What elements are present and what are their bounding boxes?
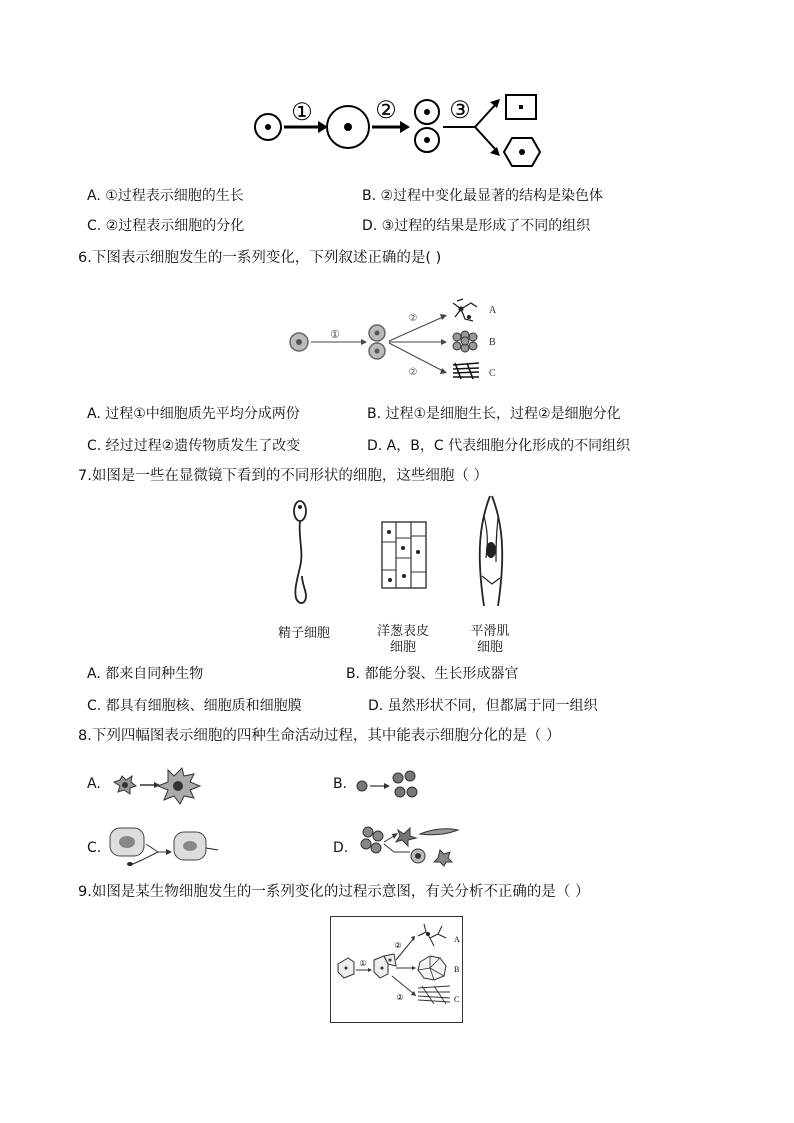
q5-square-cell bbox=[506, 95, 536, 119]
q9-label-c: C bbox=[454, 995, 460, 1004]
q8-stem: 8.下列四幅图表示细胞的四种生命活动过程，其中能表示细胞分化的是（ ） bbox=[78, 728, 561, 744]
q7-onion-epidermis-cells bbox=[382, 522, 426, 588]
q7-stem: 7.如图是一些在显微镜下看到的不同形状的细胞，这些细胞（ ） bbox=[78, 468, 488, 484]
q7-option-c[interactable]: C. 都具有细胞核、细胞质和细胞膜 bbox=[87, 698, 302, 714]
q5-option-b[interactable]: B. ②过程中变化最显著的结构是染色体 bbox=[362, 188, 604, 204]
q6-label-c: C bbox=[489, 368, 496, 379]
q7-sperm-cell bbox=[294, 501, 306, 603]
q8-a-arrow bbox=[140, 782, 160, 788]
q5-hexagon-cell bbox=[504, 138, 540, 166]
q8-d-cell-cluster bbox=[361, 827, 383, 853]
q9-cell-process-figure bbox=[330, 916, 463, 1023]
q6-fiber-tissue bbox=[453, 363, 479, 379]
q6-stem: 6.下图表示细胞发生的一系列变化，下列叙述正确的是( ) bbox=[78, 250, 442, 266]
q6-arrows-2 bbox=[389, 314, 447, 374]
q8-b-single-cell bbox=[357, 781, 367, 791]
q9-process-2-mark-bottom: ② bbox=[396, 993, 404, 1002]
q5-process-1-mark: ① bbox=[291, 100, 313, 126]
q8-label-b[interactable]: B. bbox=[333, 776, 348, 792]
q7-caption-onion-line1: 洋葱表皮 bbox=[376, 624, 429, 639]
q7-option-a[interactable]: A. 都来自同种生物 bbox=[87, 666, 204, 682]
q7-cells-figure bbox=[270, 492, 530, 614]
q8-c-sperm bbox=[127, 860, 142, 866]
q8-c-fertilized-cell bbox=[174, 832, 218, 860]
q6-nerve-tissue bbox=[453, 299, 477, 321]
q8-c-arrows bbox=[142, 844, 172, 860]
q8-figure-d bbox=[354, 822, 464, 868]
q5-divided-cells bbox=[415, 100, 439, 152]
q8-d-blood-cell bbox=[411, 849, 425, 863]
q8-c-egg-cell bbox=[110, 828, 144, 856]
q8-label-a[interactable]: A. bbox=[87, 776, 101, 792]
q9-process-2-mark-top: ② bbox=[394, 941, 402, 950]
q6-option-c[interactable]: C. 经过过程②遗传物质发生了改变 bbox=[87, 438, 301, 454]
q6-option-b[interactable]: B. 过程①是细胞生长，过程②是细胞分化 bbox=[367, 406, 621, 422]
q5-cell-process-figure bbox=[250, 90, 550, 170]
q8-label-d[interactable]: D. bbox=[333, 840, 349, 856]
q6-process-2-mark-top: ② bbox=[408, 313, 418, 324]
q8-figure-b bbox=[350, 764, 430, 804]
q7-option-d[interactable]: D. 虽然形状不同，但都属于同一组织 bbox=[368, 698, 598, 714]
q6-option-d[interactable]: D. A，B，C 代表细胞分化形成的不同组织 bbox=[367, 438, 631, 454]
q8-a-small-cell bbox=[114, 776, 136, 794]
q7-smooth-muscle-cell bbox=[480, 496, 503, 606]
q5-option-c[interactable]: C. ②过程表示细胞的分化 bbox=[87, 218, 245, 234]
q5-small-cell bbox=[255, 114, 281, 140]
q7-caption-muscle-line2: 细胞 bbox=[476, 640, 503, 655]
q7-caption-onion-line2: 细胞 bbox=[389, 640, 416, 655]
q6-process-1-mark: ① bbox=[330, 329, 340, 341]
q8-d-muscle-cell bbox=[420, 829, 458, 835]
q7-caption-muscle-line1: 平滑肌 bbox=[470, 624, 510, 639]
q5-option-a[interactable]: A. ①过程表示细胞的生长 bbox=[87, 188, 244, 204]
q6-cell-change-figure bbox=[285, 297, 505, 387]
q8-figure-c bbox=[106, 822, 222, 870]
q9-label-a: A bbox=[454, 935, 460, 944]
q8-a-large-cell bbox=[158, 768, 200, 804]
q9-process-1-mark: ① bbox=[359, 959, 367, 968]
q8-label-c[interactable]: C. bbox=[87, 840, 102, 856]
q6-process-2-mark-bottom: ② bbox=[408, 367, 418, 378]
q9-label-b: B bbox=[454, 965, 460, 974]
q6-start-cell bbox=[290, 333, 308, 351]
q5-process-3-mark: ③ bbox=[449, 98, 471, 124]
q7-caption-sperm: 精子细胞 bbox=[277, 626, 330, 641]
q8-d-star-cell bbox=[434, 850, 452, 866]
q6-divided-cells bbox=[369, 325, 385, 359]
q7-option-b[interactable]: B. 都能分裂、生长形成器官 bbox=[346, 666, 519, 682]
q8-d-nerve-cell bbox=[396, 828, 416, 846]
q5-large-cell bbox=[327, 106, 369, 148]
q5-process-2-mark: ② bbox=[375, 98, 397, 124]
q6-round-cell-tissue bbox=[453, 331, 477, 352]
q6-label-a: A bbox=[489, 305, 497, 316]
q8-figure-a bbox=[108, 762, 208, 806]
q6-label-b: B bbox=[489, 337, 496, 348]
q9-stem: 9.如图是某生物细胞发生的一系列变化的过程示意图，有关分析不正确的是（ ） bbox=[78, 884, 590, 900]
q6-option-a[interactable]: A. 过程①中细胞质先平均分成两份 bbox=[87, 406, 300, 422]
q8-b-arrow bbox=[370, 783, 390, 789]
q8-b-divided-cells bbox=[393, 771, 417, 797]
q5-option-d[interactable]: D. ③过程的结果是形成了不同的组织 bbox=[362, 218, 591, 234]
